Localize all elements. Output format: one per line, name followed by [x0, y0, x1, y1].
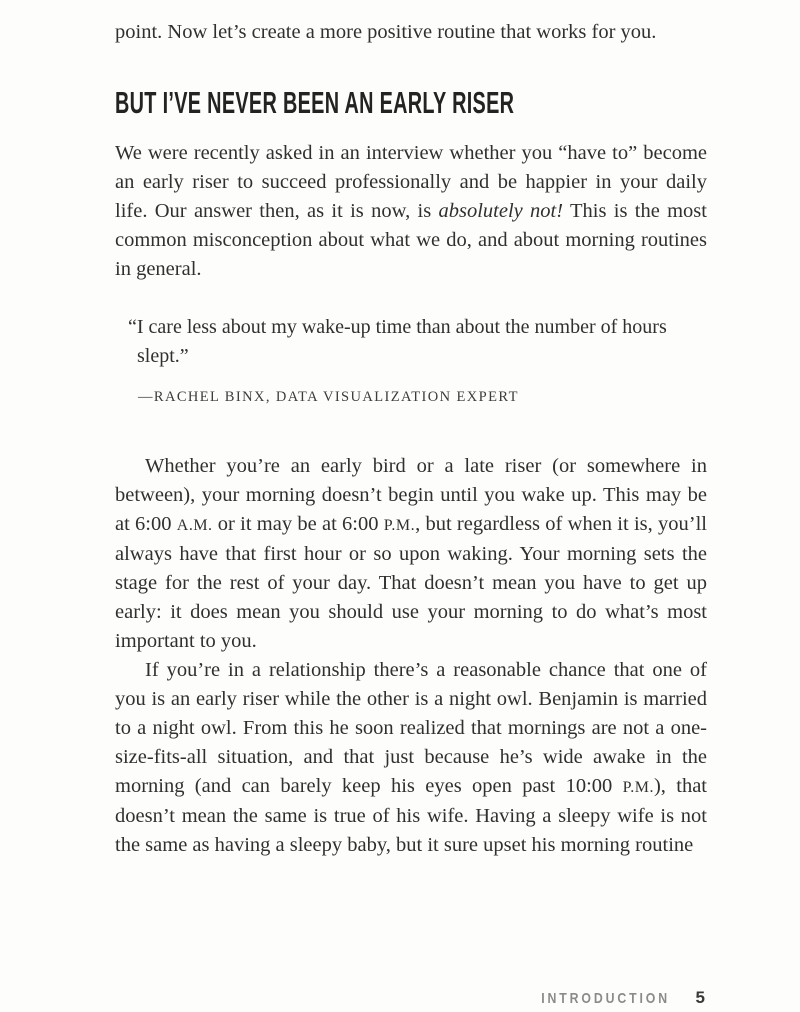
small-caps-time-am: A.M. [176, 517, 213, 534]
running-footer-section-label: INTRODUCTION [540, 990, 670, 1007]
paragraph-1-text-after: This is the most common misconception about what we do, and about morning routines in general. [115, 200, 707, 280]
paragraph-2-text-2: or it may be at 6:00 [212, 513, 384, 535]
pull-quote-attribution: —RACHEL BINX, DATA VISUALIZATION EXPERT [138, 389, 519, 405]
paragraph-3-text-2: ), that doesn’t mean the same is true of his wife. Having a sleepy wife is not the same as having a sleepy baby, but it sure upset his morning routine [115, 775, 707, 856]
pull-quote [128, 313, 707, 406]
paragraph-1-text: We were recently asked in an interview whether you “have to” become an early riser to succeed professionally and be happier in your daily life. Our answer then, as it is now, is [115, 142, 707, 222]
small-caps-time-pm: P.M. [383, 517, 416, 534]
page-content [115, 18, 707, 860]
page-number: 5 [695, 988, 705, 1007]
paragraph-1 [115, 139, 707, 284]
paragraph-3 [115, 656, 707, 860]
continuation-paragraph: point. Now let’s create a more positive routine that works for you. [115, 21, 657, 43]
paragraph-2 [115, 452, 707, 656]
paragraph-2-text-1: Whether you’re an early bird or a late riser (or somewhere in between), your morning doesn’t begin until you wake up. This may be at 6:00 [115, 455, 707, 535]
paragraph-3-text-1: If you’re in a relationship there’s a reasonable chance that one of you is an early riser while the other is a night owl. Benjamin is married to a night owl. From this he soon realized that mornings are not a one-size-fits-all situation, and that just because he’s wide awake in the morning (and can barely keep his eyes open past 10:00 [115, 659, 707, 797]
small-caps-time-pm-2: P.M. [622, 779, 654, 796]
paragraph-2-text-3: , but regardless of when it is, you’ll always have that first hour or so upon waking. Your morning sets the stage for the rest of your day. That doesn’t mean you have to get up early: it does mean you should use your morning to do what’s most important to you. [115, 513, 707, 652]
italic-phrase: absolutely not! [438, 200, 564, 222]
page-footer [513, 988, 705, 1008]
section-heading-text: BUT I’VE NEVER BEEN AN EARLY RISER [115, 85, 515, 120]
section-heading [115, 87, 707, 118]
pull-quote-text: “I care less about my wake-up time than about the number of hours slept.” [128, 316, 667, 367]
